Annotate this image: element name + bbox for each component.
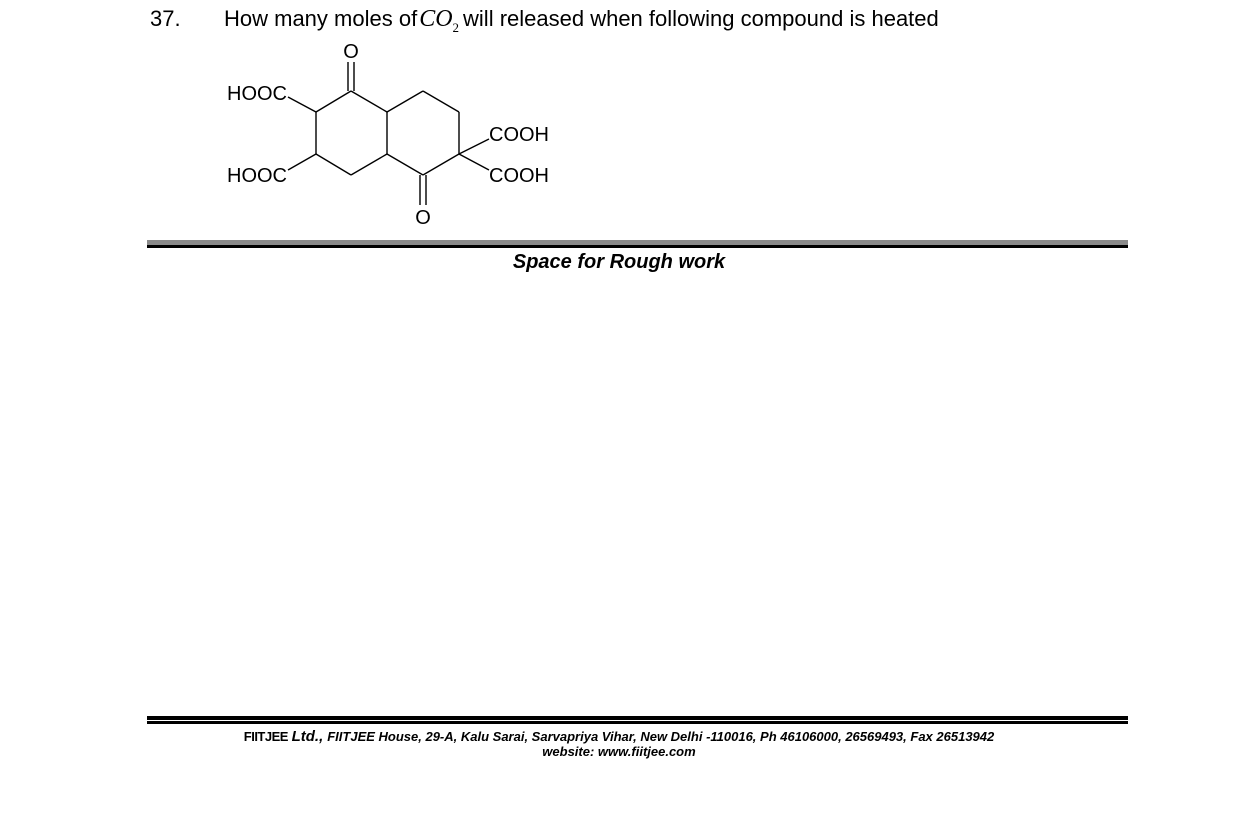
question-text-before: How many moles of: [224, 6, 418, 31]
chemical-structure: [200, 36, 580, 236]
footer-address: FIITJEE House, 29-A, Kalu Sarai, Sarvapriya Vihar, New Delhi -110016, Ph 46106000, 26569493, Fax 26513942: [327, 729, 995, 744]
rough-work-label: Space for Rough work: [512, 251, 726, 273]
oxygen-bottom-label: O: [415, 207, 431, 229]
structure-bonds: [288, 62, 489, 205]
cooh-upper-label: COOH: [489, 124, 549, 146]
top-divider: [147, 240, 1128, 248]
oxygen-top-label: O: [343, 41, 359, 63]
footer-ltd: Ltd.,: [291, 728, 324, 745]
question-text-after: will released when following compound is heated: [463, 6, 939, 31]
footer-divider: [147, 716, 1128, 721]
hooc-lower-label: HOOC: [227, 165, 287, 187]
cooh-lower-label: COOH: [489, 165, 549, 187]
co2-formula: [419, 6, 460, 35]
formula-subscript: 2: [452, 19, 460, 35]
formula-main: CO: [419, 6, 453, 32]
footer-website: website: www.fiitjee.com: [542, 744, 696, 759]
hooc-upper-label: HOOC: [227, 83, 287, 105]
footer-brand: FIITJEE: [243, 729, 288, 744]
question-number: 37.: [150, 6, 181, 31]
footer-address-line: [0, 728, 1238, 745]
